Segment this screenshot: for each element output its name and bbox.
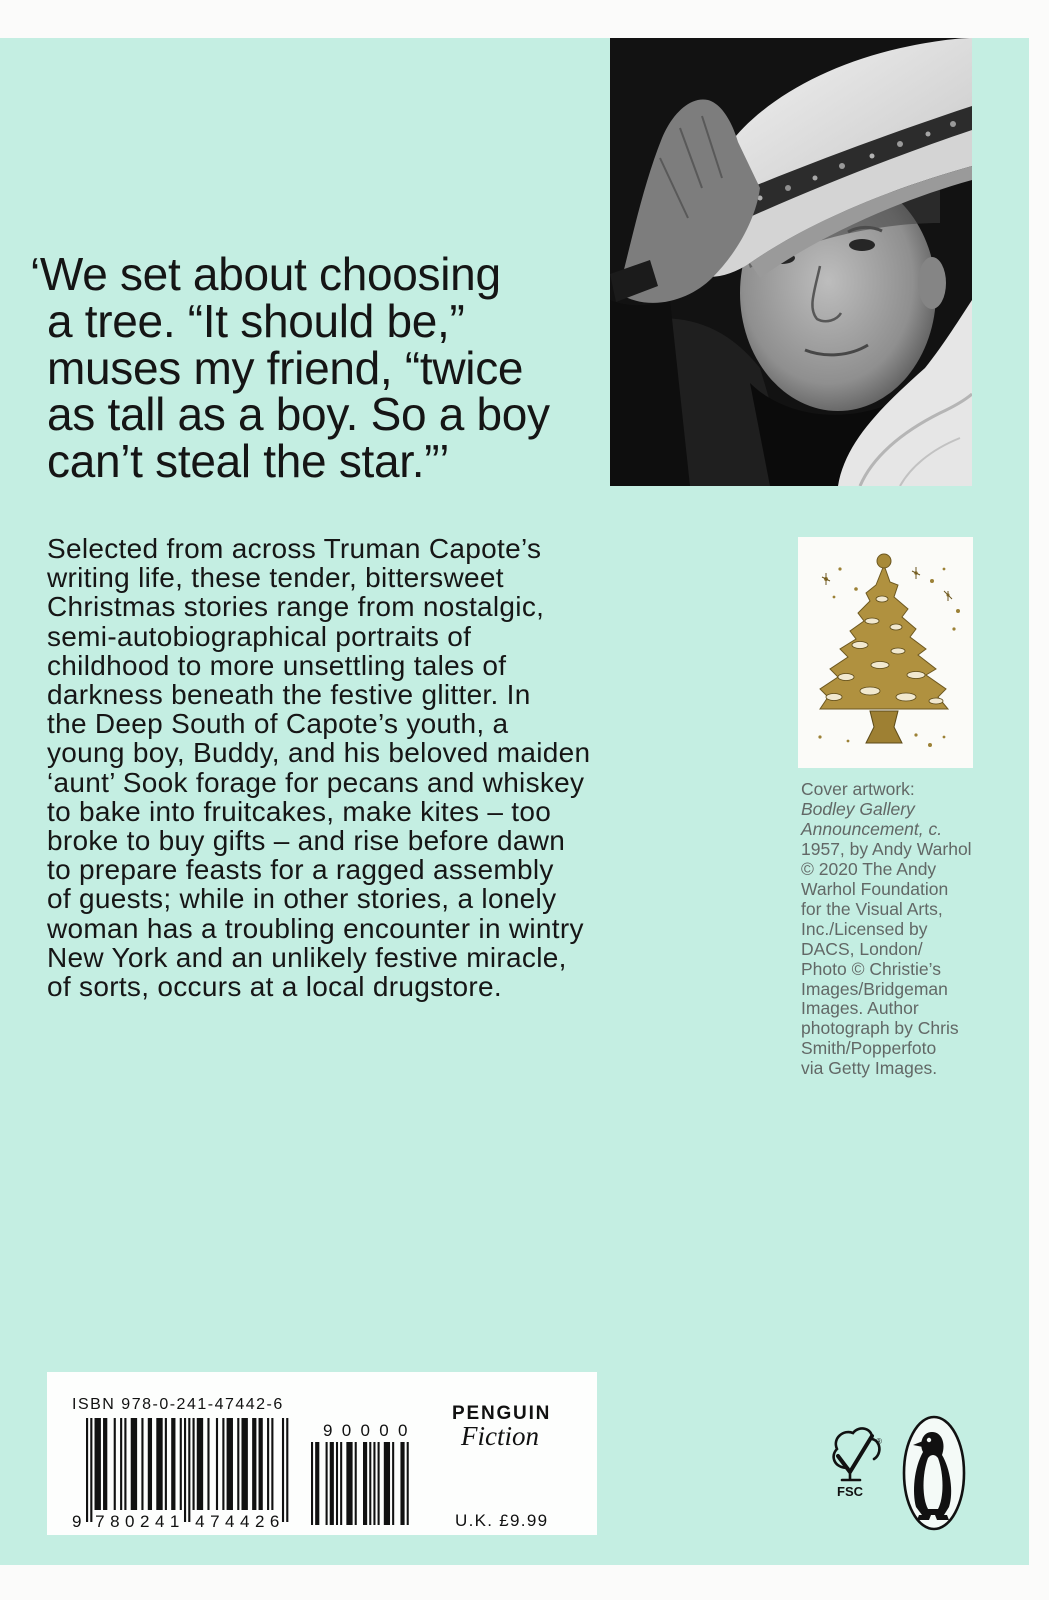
- barcode-bar: [336, 1442, 338, 1525]
- barcode-bar: [216, 1418, 218, 1510]
- barcode-bar: [131, 1418, 137, 1510]
- blurb-line: to prepare feasts for a ragged assembly: [47, 854, 554, 886]
- fsc-tree-check-icon: [828, 1422, 888, 1500]
- barcode-bar: [326, 1442, 328, 1525]
- christmas-tree-artwork: [798, 537, 973, 768]
- barcode-left-digits: 780241: [95, 1512, 185, 1531]
- barcode-bar: [114, 1418, 116, 1510]
- author-photo-image: [610, 38, 972, 486]
- ean13-barcode: [86, 1418, 292, 1524]
- barcode-bar: [346, 1442, 352, 1525]
- penguin-logo-icon: [901, 1414, 967, 1532]
- blurb-line: writing life, these tender, bittersweet: [47, 562, 504, 594]
- barcode-bar: [373, 1442, 375, 1525]
- barcode-bar: [267, 1418, 269, 1510]
- credit-line: Photo © Christie’s: [801, 958, 941, 979]
- barcode-bar: [222, 1418, 224, 1510]
- barcode-bar: [286, 1418, 288, 1522]
- barcode-bar: [392, 1442, 394, 1525]
- barcode-bar: [237, 1418, 239, 1510]
- barcode-bar: [193, 1418, 195, 1510]
- imprint-list: Fiction: [461, 1421, 539, 1451]
- barcode-bar: [330, 1442, 334, 1525]
- credit-line: Images. Author: [801, 998, 919, 1019]
- blurb-line: childhood to more unsettling tales of: [47, 649, 507, 681]
- barcode-bar: [400, 1442, 404, 1525]
- barcode-bar: [124, 1418, 126, 1510]
- credit-line: © 2020 The Andy: [801, 858, 937, 879]
- barcode-bar: [165, 1418, 167, 1510]
- barcode-bar: [171, 1418, 175, 1510]
- barcode-bar: [188, 1418, 190, 1522]
- barcode-bar: [103, 1418, 107, 1510]
- barcode-bar: [363, 1442, 367, 1525]
- barcode-bar: [252, 1418, 256, 1510]
- publisher-name: PENGUIN: [452, 1403, 552, 1424]
- blurb-line: to bake into fruitcakes, make kites – too: [47, 795, 552, 827]
- quote-line: can’t steal the star.”’: [47, 435, 450, 488]
- quote-line: muses my friend, “twice: [47, 341, 524, 394]
- fsc-registered-mark: ®: [876, 1437, 882, 1446]
- isbn-label: ISBN 978-0-241-47442-6: [72, 1396, 284, 1413]
- barcode-bar: [227, 1418, 233, 1510]
- barcode-bar: [315, 1442, 319, 1525]
- fsc-logo-icon: [828, 1422, 888, 1500]
- artwork-title-line: Bodley Gallery: [801, 798, 915, 819]
- barcode-bar: [207, 1418, 209, 1510]
- barcode-bar: [311, 1442, 313, 1525]
- blurb-line: the Deep South of Capote’s youth, a: [47, 708, 509, 740]
- artwork-title-line: Announcement, c.: [801, 818, 943, 839]
- book-back-cover: [0, 38, 1029, 1565]
- barcode-panel: [47, 1372, 597, 1535]
- pull-quote: [30, 248, 550, 488]
- barcode-bar: [384, 1442, 390, 1525]
- credit-line: Warhol Foundation: [801, 878, 949, 899]
- blurb-line: ‘aunt’ Sook forage for pecans and whiskey: [47, 766, 585, 798]
- barcode-right-digits: 474426: [195, 1512, 285, 1531]
- barcode-bar: [184, 1418, 186, 1522]
- barcode-bar: [95, 1418, 101, 1510]
- barcode-bar: [156, 1418, 162, 1510]
- credit-line: Smith/Popperfoto: [801, 1038, 937, 1059]
- barcode-bar: [259, 1418, 263, 1510]
- barcode-bar: [120, 1418, 122, 1510]
- penguin-roundel-icon: [901, 1414, 967, 1532]
- blurb-line: New York and an unlikely festive miracle,: [47, 941, 567, 973]
- credit-line: DACS, London/: [801, 938, 923, 959]
- barcode-bar: [407, 1442, 409, 1525]
- credit-line: 1957, by Andy Warhol: [801, 838, 972, 859]
- blurb-line: semi-autobiographical portraits of: [47, 620, 472, 652]
- barcode-bar: [355, 1442, 357, 1525]
- credit-line: via Getty Images.: [801, 1058, 938, 1079]
- barcode-bar: [180, 1418, 182, 1510]
- blurb-line: darkness beneath the festive glitter. In: [47, 679, 531, 711]
- blurb-line: of guests; while in other stories, a lonely: [47, 883, 557, 915]
- artwork-credits: [801, 780, 972, 1079]
- blurb-line: Selected from across Truman Capote’s: [47, 533, 542, 564]
- quote-line: ‘We set about choosing: [30, 248, 501, 300]
- quote-line: as tall as a boy. So a boy: [47, 388, 550, 441]
- credit-line: photograph by Chris: [801, 1018, 959, 1039]
- price-label: U.K. £9.99: [455, 1511, 549, 1530]
- author-photo: [610, 38, 972, 486]
- barcode-bar: [271, 1418, 273, 1510]
- barcode-bar: [282, 1418, 284, 1522]
- blurb-line: young boy, Buddy, and his beloved maiden: [47, 737, 591, 769]
- barcode-bar: [86, 1418, 88, 1522]
- credit-line: Cover artwork:: [801, 779, 915, 799]
- barcode-bar: [378, 1442, 380, 1525]
- book-blurb: [47, 534, 590, 1001]
- credit-line: for the Visual Arts,: [801, 898, 943, 919]
- blurb-line: broke to buy gifts – and rise before dawn: [47, 825, 566, 857]
- cover-artwork-thumbnail: [798, 537, 973, 768]
- price-addon-digits: 90000: [323, 1421, 417, 1440]
- fsc-label: FSC: [837, 1484, 863, 1499]
- barcode-bar: [241, 1418, 247, 1510]
- credit-line: Images/Bridgeman: [801, 978, 948, 999]
- blurb-line: of sorts, occurs at a local drugstore.: [47, 971, 502, 1003]
- credit-line: Inc./Licensed by: [801, 918, 928, 939]
- quote-line: a tree. “It should be,”: [47, 294, 465, 347]
- barcode-bar: [197, 1418, 203, 1510]
- barcode-bar: [90, 1418, 92, 1522]
- barcode-bar: [369, 1442, 371, 1525]
- blurb-line: woman has a troubling encounter in wintry: [47, 912, 584, 944]
- ean5-addon-barcode: [311, 1442, 411, 1526]
- barcode-lead-digit: 9: [72, 1512, 82, 1531]
- barcode-bar: [141, 1418, 143, 1510]
- barcode-bar: [340, 1442, 342, 1525]
- barcode-bar: [148, 1418, 152, 1510]
- blurb-line: Christmas stories range from nostalgic,: [47, 591, 545, 623]
